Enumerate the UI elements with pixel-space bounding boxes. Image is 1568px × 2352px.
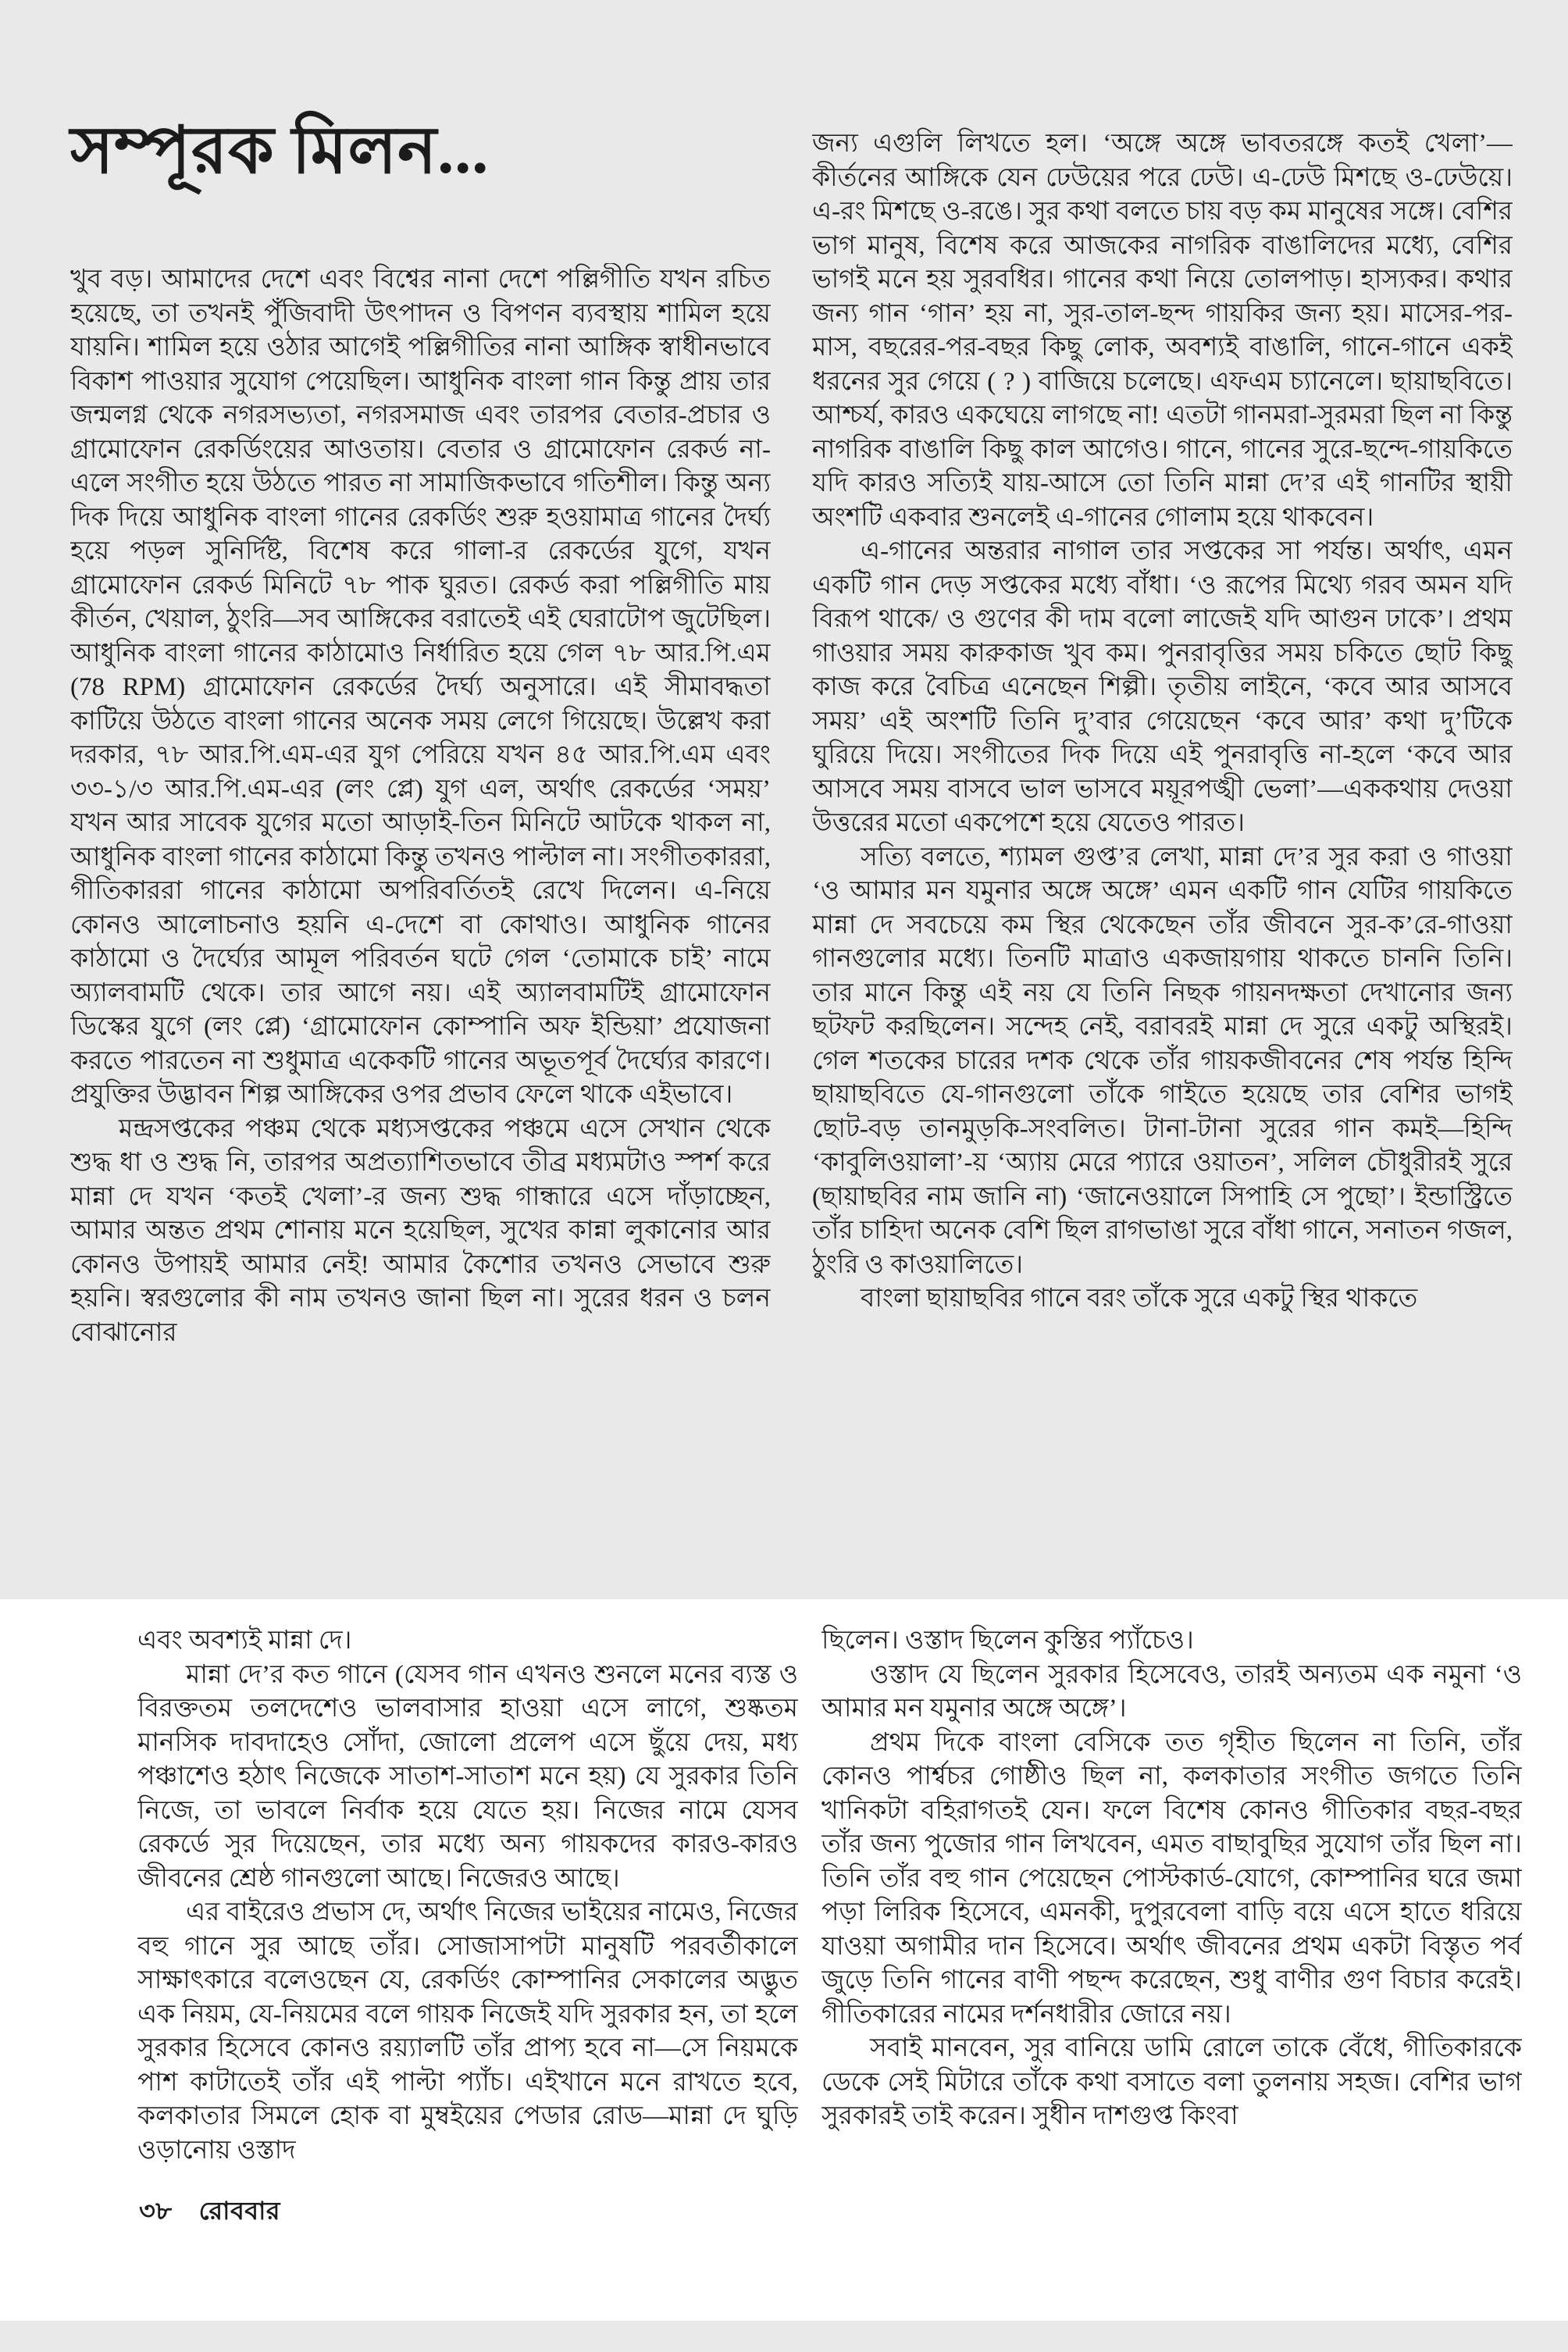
paragraph: সবাই মানবেন, সুর বানিয়ে ডামি রোলে তাকে বেঁধে, গীতিকারকে ডেকে সেই মিটারে তাঁকে কথা বসাতে বলা তুলনায় সহজ। বেশির ভাগ সুরকারই তাই করেন। সুধীন দাশগুপ্ত কিংবা [821,2034,1522,2130]
magazine-name: রোববার [198,2197,280,2225]
paragraph: এ-গানের অন্তরার নাগাল তার সপ্তকের সা পর্যন্ত। অর্থাৎ, এমন একটি গান দেড় সপ্তকের মধ্যে বাঁধা। ‘ও রূপের মিথ্যে গরব অমন যদি বিরূপ থাকে/ ও গুণের কী দাম বলো লাজেই যদি আগুন ঢাকে’। প্রথম গাওয়ার সময় কারুকাজ খুব কম। পুনরাবৃত্তির সময় চকিতে ছোট কিছু কাজ করে বৈচিত্র এনেছেন শিল্পী। তৃতীয় লাইনে, ‘কবে আর আসবে সময়’ এই অংশটি তিনি দু’বার গেয়েছেন ‘কবে আর’ কথা দু’টিকে ঘুরিয়ে দিয়ে। সংগীতের দিক দিয়ে এই পুনরাবৃত্তি না-হলে ‘কবে আর আসবে সময় বাসবে ভাল ভাসবে ময়ূরপঙ্খী ভেলা’—এককথায় দেওয়া উত্তরের মতো একপেশে হয়ে যেতেও পারত। [812,537,1513,837]
paragraph: ওস্তাদ যে ছিলেন সুরকার হিসেবেও, তারই অন্যতম এক নমুনা ‘ও আমার মন যমুনার অঙ্গে অঙ্গে’। [821,1660,1522,1723]
lower-left-column [137,1624,798,2186]
paragraph: প্রথম দিকে বাংলা বেসিকে তত গৃহীত ছিলেন না তিনি, তাঁর কোনও পার্শ্বচর গোষ্ঠীও ছিল না, কলকাতার সংগীত জগতে তিনি খানিকটা বহিরাগতই যেন। ফলে বিশেষ কোনও গীতিকার বছর-বছর তাঁর জন্য পুজোর গান লিখবেন, এমত বাছাবুছির সুযোগ তাঁর ছিল না। তিনি তাঁর বহু গান পেয়েছেন পোস্টকার্ড-যোগে, কোম্পানির ঘরে জমা পড়া লিরিক হিসেবে, এমনকী, দুপুরবেলা বাড়ি বয়ে এসে হাতে ধরিয়ে যাওয়া অগামীর দান হিসেবে। অর্থাৎ জীবনের প্রথম একটা বিস্তৃত পর্ব জুড়ে তিনি গানের বাণী পছন্দ করেছেন, শুধু বাণীর গুণ বিচার করেই। গীতিকারের নামের দর্শনধারীর জোরে নয়। [821,1728,1522,2029]
page-number: ৩৮ [139,2197,173,2225]
paragraph: বাংলা ছায়াছবির গানে বরং তাঁকে সুরে একটু স্থির থাকতে [861,1285,1418,1313]
paragraph: জন্য এগুলি লিখতে হল। ‘অঙ্গে অঙ্গে ভাবতরঙ্গে কতই খেলা’—কীর্তনের আঙ্গিকে যেন ঢেউয়ের পরে ঢেউ। এ-ঢেউ মিশছে ও-ঢেউয়ে। এ-রং মিশছে ও-রঙে। সুর কথা বলতে চায় বড় কম মানুষের সঙ্গে। বেশির ভাগ মানুষ, বিশেষ করে আজকের নাগরিক বাঙালিদের মধ্যে, বেশির ভাগই মনে হয় সুরবধির। গানের কথা নিয়ে তোলপাড়। হাস্যকর। কথার জন্য গান ‘গান’ হয় না, সুর-তাল-ছন্দ গায়কির জন্য হয়। মাসের-পর-মাস, বছরের-পর-বছর কিছু লোক, অবশ্যই বাঙালি, গানে-গানে একই ধরনের সুর গেয়ে ( ? ) বাজিয়ে চলেছে। এফএম চ্যানেলে। ছায়াছবিতে। আশ্চর্য, কারও একঘেয়ে লাগছে না! এতটা গানমরা-সুরমরা ছিল না কিন্তু নাগরিক বাঙালি কিছু কাল আগেও। গানে, গানের সুরে-ছন্দে-গায়কিতে যদি কারও সত্যিই যায়-আসে তো তিনি মান্না দে’র এই গানটির স্থায়ী অংশটি একবার শুনলেই এ-গানের গোলাম হয়ে থাকবেন। [812,130,1513,532]
paragraph: ছিলেন। ওস্তাদ ছিলেন কুস্তির প্যাঁচেও। [821,1627,1194,1655]
paragraph: এর বাইরেও প্রভাস দে, অর্থাৎ নিজের ভাইয়ের নামেও, নিজের বহু গানে সুর আছে তাঁর। সোজাসাপটা মানুষটি পরবর্তীকালে সাক্ষাৎকারে বলেওছেন যে, রেকর্ডিং কোম্পানির সেকালের অদ্ভুত এক নিয়ম, যে-নিয়মের বলে গায়ক নিজেই যদি সুরকার হন, তা হলে সুরকার হিসেবে কোনও রয়্যালটি তাঁর প্রাপ্য হবে না—সে নিয়মকে পাশ কাটাতেই তাঁর এই পাল্টা প্যাঁচ। এইখানে মনে রাখতে হবে, কলকাতার সিমলে হোক বা মুম্বইয়ের পেডার রোড—মান্না দে ঘুড়ি ওড়ানোয় ওস্তাদ [137,1898,798,2165]
upper-right-column [812,127,1513,1522]
upper-left-column [70,263,771,1522]
paragraph: এবং অবশ্যই মান্না দে। [137,1627,352,1655]
page-footer [139,2191,280,2233]
paragraph: মন্দ্রসপ্তকের পঞ্চম থেকে মধ্যসপ্তকের পঞ্চমে এসে সেখান থেকে শুদ্ধ ধা ও শুদ্ধ নি, তারপর অপ্রত্যাশিতভাবে তীব্র মধ্যমটাও স্পর্শ করে মান্না দে যখন ‘কতই খেলা’-র জন্য শুদ্ধ গান্ধারে এসে দাঁড়াচ্ছেন, আমার অন্তত প্রথম শোনায় মনে হয়েছিল, সুখের কান্না লুকানোর আর কোনও উপায়ই আমার নেই! আমার কৈশোর তখনও সেভাবে শুরু হয়নি। স্বরগুলোর কী নাম তখনও জানা ছিল না। সুরের ধরন ও চলন বোঝানোর [70,1114,771,1347]
paragraph: সত্যি বলতে, শ্যামল গুপ্ত’র লেখা, মান্না দে’র সুর করা ও গাওয়া ‘ও আমার মন যমুনার অঙ্গে অঙ্গে’ এমন একটি গান যেটির গায়কিতে মান্না দে সবচেয়ে কম স্থির থেকেছেন তাঁর জীবনে সুর-ক’রে-গাওয়া গানগুলোর মধ্যে। তিনটি মাত্রাও একজায়গায় থাকতে চাননি তিনি। তার মানে কিন্তু এই নয় যে তিনি নিছক গায়নদক্ষতা দেখানোর জন্য ছটফট করছিলেন। সন্দেহ নেই, বরাবরই মান্না দে সুরে একটু অস্থিরই। গেল শতকের চারের দশক থেকে তাঁর গায়কজীবনের শেষ পর্যন্ত হিন্দি ছায়াছবিতে যে-গানগুলো তাঁকে গাইতে হয়েছে তার বেশির ভাগই ছোট-বড় তানমুড়কি-সংবলিত। টানা-টানা সুরের গান কমই—হিন্দি ‘কাবুলিওয়ালা’-য় ‘অ্যায় মেরে প্যারে ওয়াতন’, সলিল চৌধুরীরই সুরে (ছায়াছবির নাম জানি না) ‘জানেওয়ালে সিপাহি সে পুছো’। ইন্ডাস্ট্রিতে তাঁর চাহিদা অনেক বেশি ছিল রাগভাঙা সুরে বাঁধা গানে, সনাতন গজল, ঠুংরি ও কাওয়ালিতে। [812,843,1513,1279]
paragraph: মান্না দে’র কত গানে (যেসব গান এখনও শুনলে মনের ব্যস্ত ও বিরক্ততম তলদেশেও ভালবাসার হাওয়া এসে লাগে, শুষ্কতম মানসিক দাবদাহেও সোঁদা, জোলো প্রলেপ এসে ছুঁয়ে দেয়, মধ্য পঞ্চাশেও হঠাৎ নিজেকে সাতাশ-সাতাশ মনে হয়) যে সুরকার তিনি নিজে, তা ভাবলে নির্বাক হয়ে যেতে হয়। নিজের নামে যেসব রেকর্ডে সুর দিয়েছেন, তার মধ্যে অন্য গায়কদের কারও-কারও জীবনের শ্রেষ্ঠ গানগুলো আছে। নিজেরও আছে। [137,1660,798,1893]
article-title: সম্পূরক মিলন... [70,115,490,187]
paragraph: খুব বড়। আমাদের দেশে এবং বিশ্বের নানা দেশে পল্লিগীতি যখন রচিত হয়েছে, তা তখনই পুঁজিবাদী উৎপাদন ও বিপণন ব্যবস্থায় শামিল হয়ে যায়নি। শামিল হয়ে ওঠার আগেই পল্লিগীতির নানা আঙ্গিক স্বাধীনভাবে বিকাশ পাওয়ার সুযোগ পেয়েছিল। আধুনিক বাংলা গান কিন্তু প্রায় তার জন্মলগ্ন থেকে নগরসভ্যতা, নগরসমাজ এবং তারপর বেতার-প্রচার ও গ্রামোফোন রেকর্ডিংয়ের আওতায়। বেতার ও গ্রামোফোন রেকর্ড না-এলে সংগীত হয়ে উঠতে পারত না সামাজিকভাবে গতিশীল। কিন্তু অন্য দিক দিয়ে আধুনিক বাংলা গানের রেকর্ডিং শুরু হওয়ামাত্র গানের দৈর্ঘ্য হয়ে পড়ল সুনির্দিষ্ট, বিশেষ করে গালা-র রেকর্ডের যুগে, যখন গ্রামোফোন রেকর্ড মিনিটে ৭৮ পাক ঘুরত। রেকর্ড করা পল্লিগীতি মায় কীর্তন, খেয়াল, ঠুংরি—সব আঙ্গিকের বরাতেই এই ঘেরাটোপ জুটেছিল। আধুনিক বাংলা গানের কাঠামোও নির্ধারিত হয়ে গেল ৭৮ আর.পি.এম (78 RPM) গ্রামোফোন রেকর্ডের দৈর্ঘ্য অনুসারে। এই সীমাবদ্ধতা কাটিয়ে উঠতে বাংলা গানের অনেক সময় লেগে গিয়েছে। উল্লেখ করা দরকার, ৭৮ আর.পি.এম-এর যুগ পেরিয়ে যখন ৪৫ আর.পি.এম এবং ৩৩-১/৩ আর.পি.এম-এর (লং প্লে) যুগ এল, অর্থাৎ রেকর্ডের ‘সময়’ যখন আর সাবেক যুগের মতো আড়াই-তিন মিনিটে আটকে থাকল না, আধুনিক বাংলা গানের কাঠামো কিন্তু তখনও পাল্টাল না। সংগীতকাররা, গীতিকাররা গানের কাঠামো অপরিবর্তিতই রেখে দিলেন। এ-নিয়ে কোনও আলোচনাও হয়নি এ-দেশে বা কোথাও। আধুনিক গানের কাঠামো ও দৈর্ঘ্যের আমূল পরিবর্তন ঘটে গেল ‘তোমাকে চাই’ নামে অ্যালবামটি থেকে। তার আগে নয়। এই অ্যালবামটিই গ্রামোফোন ডিস্কের যুগে (লং প্লে) ‘গ্রামোফোন কোম্পানি অফ ইন্ডিয়া’ প্রযোজনা করতে পারতেন না শুধুমাত্র একেকটি গানের অভূতপূর্ব দৈর্ঘ্যের কারণে। প্রযুক্তির উদ্ভাবন শিল্প আঙ্গিকের ওপর প্রভাব ফেলে থাকে এইভাবে। [70,265,771,1109]
lower-right-column [821,1624,1522,2227]
